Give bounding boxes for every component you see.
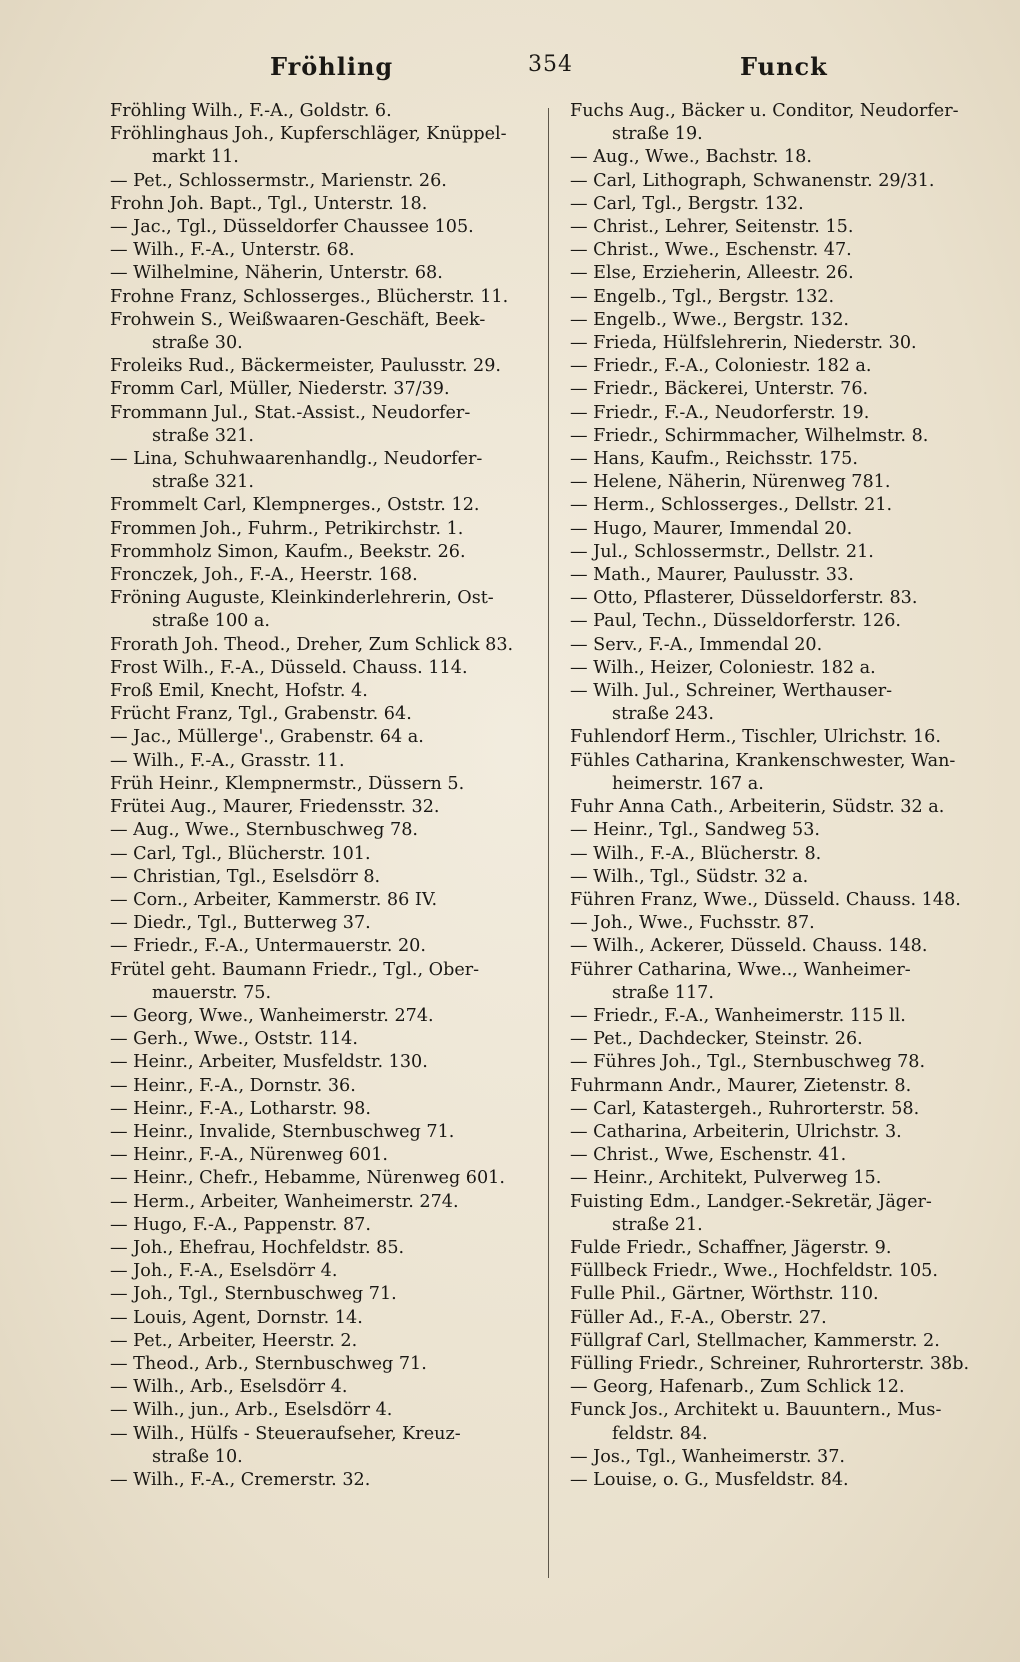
header-left-keyword: Fröhling — [270, 52, 394, 81]
directory-entry: Früh Heinr., Klempnermstr., Düssern 5. — [110, 773, 465, 794]
directory-entry: — Heinr., F.-A., Nürenweg 601. — [110, 1145, 389, 1166]
directory-entry: — Wilh. Jul., Schreiner, Werthauser- — [570, 681, 893, 702]
directory-entry: — Christ., Wwe., Eschenstr. 47. — [570, 240, 852, 261]
directory-entry: — Engelb., Tgl., Bergstr. 132. — [570, 286, 835, 307]
directory-entry: Fuisting Edm., Landger.-Sekretär, Jäger- — [570, 1191, 932, 1212]
directory-entry: — Else, Erzieherin, Alleestr. 26. — [570, 263, 854, 284]
directory-entry-continuation: heimerstr. 167 a. — [612, 773, 764, 794]
directory-entry-continuation: feldstr. 84. — [612, 1423, 708, 1444]
directory-entry-continuation: straße 10. — [152, 1446, 243, 1467]
directory-entry: Frommen Joh., Fuhrm., Petrikirchstr. 1. — [110, 518, 464, 539]
directory-entry: Fühles Catharina, Krankenschwester, Wan- — [570, 750, 956, 771]
directory-entry: Froß Emil, Knecht, Hofstr. 4. — [110, 681, 368, 702]
directory-entry: Fulde Friedr., Schaffner, Jägerstr. 9. — [570, 1237, 892, 1258]
directory-entry: — Wilh., Tgl., Südstr. 32 a. — [570, 866, 809, 887]
directory-entry: — Frieda, Hülfslehrerin, Niederstr. 30. — [570, 333, 917, 354]
directory-entry: — Heinr., F.-A., Lotharstr. 98. — [110, 1098, 371, 1119]
directory-entry-continuation: mauerstr. 75. — [152, 982, 272, 1003]
directory-entry: — Wilh., jun., Arb., Eselsdörr 4. — [110, 1400, 393, 1421]
directory-entry-continuation: straße 30. — [152, 333, 243, 354]
directory-entry: Fröhling Wilh., F.-A., Goldstr. 6. — [110, 101, 392, 121]
directory-entry: — Serv., F.-A., Immendal 20. — [570, 634, 823, 655]
directory-entry: — Heinr., Invalide, Sternbuschweg 71. — [110, 1121, 455, 1142]
directory-entry-continuation: straße 117. — [612, 982, 714, 1003]
directory-entry: Fuhr Anna Cath., Arbeiterin, Südstr. 32 a. — [570, 797, 945, 818]
directory-entry: — Hans, Kaufm., Reichsstr. 175. — [570, 449, 858, 470]
directory-entry: — Wilh., F.-A., Blücherstr. 8. — [570, 843, 822, 864]
directory-entry: — Helene, Näherin, Nürenweg 781. — [570, 472, 891, 493]
directory-entry: — Friedr., F.-A., Untermauerstr. 20. — [110, 936, 426, 957]
directory-entry: — Wilh., F.-A., Grasstr. 11. — [110, 750, 345, 771]
directory-entry-continuation: straße 321. — [152, 472, 254, 493]
directory-entry: — Pet., Dachdecker, Steinstr. 26. — [570, 1029, 863, 1050]
directory-entry: Führer Catharina, Wwe.., Wanheimer- — [570, 959, 911, 980]
directory-entry: — Carl, Tgl., Blücherstr. 101. — [110, 843, 371, 864]
directory-entry: — Jos., Tgl., Wanheimerstr. 37. — [570, 1446, 846, 1467]
page-header — [100, 52, 960, 92]
right-column — [570, 100, 985, 1492]
directory-entry: — Carl, Katastergeh., Ruhrorterstr. 58. — [570, 1098, 920, 1119]
directory-entry: — Wilh., Arb., Eselsdörr 4. — [110, 1377, 348, 1398]
directory-entry: — Herm., Arbeiter, Wanheimerstr. 274. — [110, 1191, 459, 1212]
directory-entry: Frücht Franz, Tgl., Grabenstr. 64. — [110, 704, 412, 725]
directory-entry: — Paul, Techn., Düsseldorferstr. 126. — [570, 611, 902, 632]
directory-entry: — Führes Joh., Tgl., Sternbuschweg 78. — [570, 1052, 926, 1073]
directory-entry: — Christian, Tgl., Eselsdörr 8. — [110, 866, 381, 887]
directory-entry: — Pet., Schlossermstr., Marienstr. 26. — [110, 170, 447, 191]
directory-entry: Froleiks Rud., Bäckermeister, Paulusstr. 29. — [110, 356, 502, 377]
directory-entry: Frommelt Carl, Klempnerges., Oststr. 12. — [110, 495, 480, 516]
directory-entry-continuation: straße 19. — [612, 124, 703, 145]
directory-entry: — Heinr., Arbeiter, Musfeldstr. 130. — [110, 1052, 428, 1073]
directory-entry: — Wilhelmine, Näherin, Unterstr. 68. — [110, 263, 443, 284]
directory-entry-continuation: markt 11. — [152, 147, 239, 168]
directory-entry: Fuhrmann Andr., Maurer, Zietenstr. 8. — [570, 1075, 912, 1096]
header-right-keyword: Funck — [740, 52, 828, 81]
directory-entry: Frohn Joh. Bapt., Tgl., Unterstr. 18. — [110, 193, 428, 214]
directory-entry: — Theod., Arb., Sternbuschweg 71. — [110, 1353, 427, 1374]
directory-entry: — Louis, Agent, Dornstr. 14. — [110, 1307, 363, 1328]
directory-entry: — Jac., Müllerge'., Grabenstr. 64 a. — [110, 727, 424, 748]
directory-entry: — Georg, Hafenarb., Zum Schlick 12. — [570, 1377, 905, 1398]
directory-entry-continuation: straße 321. — [152, 425, 254, 446]
directory-entry: Fromm Carl, Müller, Niederstr. 37/39. — [110, 379, 450, 400]
directory-entry: — Aug., Wwe., Bachstr. 18. — [570, 147, 812, 168]
page-number: 354 — [528, 52, 573, 77]
directory-entry: Fuchs Aug., Bäcker u. Conditor, Neudorfer- — [570, 101, 959, 121]
left-column — [110, 100, 540, 1492]
directory-entry: — Friedr., F.-A., Wanheimerstr. 115 ll. — [570, 1005, 906, 1026]
directory-entry-continuation: straße 100 a. — [152, 611, 271, 632]
directory-entry: Füller Ad., F.-A., Oberstr. 27. — [570, 1307, 827, 1328]
directory-entry: — Heinr., Architekt, Pulverweg 15. — [570, 1168, 882, 1189]
directory-entry: — Wilh., F.-A., Unterstr. 68. — [110, 240, 355, 261]
directory-entry: Fronczek, Joh., F.-A., Heerstr. 168. — [110, 565, 418, 586]
directory-entry: — Heinr., F.-A., Dornstr. 36. — [110, 1075, 356, 1096]
directory-entry: — Hugo, F.-A., Pappenstr. 87. — [110, 1214, 371, 1235]
directory-entry: Fröning Auguste, Kleinkinderlehrerin, Ost- — [110, 588, 494, 609]
directory-entry: — Joh., Wwe., Fuchsstr. 87. — [570, 913, 815, 934]
directory-entry: — Lina, Schuhwaarenhandlg., Neudorfer- — [110, 449, 483, 470]
directory-entry: — Heinr., Tgl., Sandweg 53. — [570, 820, 820, 841]
directory-entry: — Engelb., Wwe., Bergstr. 132. — [570, 309, 849, 330]
directory-entry: — Math., Maurer, Paulusstr. 33. — [570, 565, 854, 586]
directory-entry: Frohwein S., Weißwaaren-Geschäft, Beek- — [110, 309, 486, 330]
directory-entry: — Joh., Tgl., Sternbuschweg 71. — [110, 1284, 397, 1305]
directory-entry: — Diedr., Tgl., Butterweg 37. — [110, 913, 371, 934]
directory-entry: Füllbeck Friedr., Wwe., Hochfeldstr. 105. — [570, 1261, 938, 1282]
directory-entry: Frost Wilh., F.-A., Düsseld. Chauss. 114. — [110, 657, 468, 678]
directory-entry: Fröhlinghaus Joh., Kupferschläger, Knüppel- — [110, 124, 507, 145]
directory-entry: — Wilh., Heizer, Coloniestr. 182 a. — [570, 657, 876, 678]
directory-entry: Fülling Friedr., Schreiner, Ruhrorterstr. 38b. — [570, 1353, 970, 1374]
directory-entry: — Otto, Pflasterer, Düsseldorferstr. 83. — [570, 588, 918, 609]
directory-entry: — Aug., Wwe., Sternbuschweg 78. — [110, 820, 418, 841]
directory-entry: — Friedr., F.-A., Coloniestr. 182 a. — [570, 356, 872, 377]
directory-entry: — Heinr., Chefr., Hebamme, Nürenweg 601. — [110, 1168, 505, 1189]
directory-entry: Führen Franz, Wwe., Düsseld. Chauss. 148. — [570, 889, 961, 910]
directory-entry-continuation: straße 21. — [612, 1214, 703, 1235]
directory-entry: Frommholz Simon, Kaufm., Beekstr. 26. — [110, 541, 466, 562]
directory-entry: — Wilh., F.-A., Cremerstr. 32. — [110, 1469, 371, 1490]
directory-entry: Frorath Joh. Theod., Dreher, Zum Schlick 83. — [110, 634, 514, 655]
directory-entry-continuation: straße 243. — [612, 704, 714, 725]
directory-entry: Funck Jos., Architekt u. Bauuntern., Mus- — [570, 1400, 942, 1421]
directory-entry: — Jac., Tgl., Düsseldorfer Chaussee 105. — [110, 217, 474, 238]
directory-entry: — Wilh., Ackerer, Düsseld. Chauss. 148. — [570, 936, 928, 957]
directory-entry: — Carl, Lithograph, Schwanenstr. 29/31. — [570, 170, 935, 191]
directory-entry: Frommann Jul., Stat.-Assist., Neudorfer- — [110, 402, 471, 423]
directory-entry: — Pet., Arbeiter, Heerstr. 2. — [110, 1330, 358, 1351]
directory-entry: — Louise, o. G., Musfeldstr. 84. — [570, 1469, 849, 1490]
directory-entry: Fuhlendorf Herm., Tischler, Ulrichstr. 16. — [570, 727, 941, 748]
directory-entry: — Hugo, Maurer, Immendal 20. — [570, 518, 853, 539]
directory-entry: Fulle Phil., Gärtner, Wörthstr. 110. — [570, 1284, 879, 1305]
directory-entry: — Friedr., Bäckerei, Unterstr. 76. — [570, 379, 869, 400]
directory-entry: — Christ., Wwe, Eschenstr. 41. — [570, 1145, 847, 1166]
directory-entry: — Herm., Schlosserges., Dellstr. 21. — [570, 495, 893, 516]
directory-entry: — Gerh., Wwe., Oststr. 114. — [110, 1029, 358, 1050]
directory-entry: Frütei Aug., Maurer, Friedensstr. 32. — [110, 797, 440, 818]
column-divider — [548, 108, 549, 1578]
directory-entry: — Friedr., F.-A., Neudorferstr. 19. — [570, 402, 870, 423]
directory-entry: Frohne Franz, Schlosserges., Blücherstr. 11. — [110, 286, 509, 307]
directory-entry: — Catharina, Arbeiterin, Ulrichstr. 3. — [570, 1121, 902, 1142]
directory-entry: — Christ., Lehrer, Seitenstr. 15. — [570, 217, 854, 238]
directory-entry: — Joh., Ehefrau, Hochfeldstr. 85. — [110, 1237, 405, 1258]
directory-entry: — Jul., Schlossermstr., Dellstr. 21. — [570, 541, 874, 562]
directory-entry: — Carl, Tgl., Bergstr. 132. — [570, 193, 804, 214]
directory-entry: — Georg, Wwe., Wanheimerstr. 274. — [110, 1005, 434, 1026]
directory-entry: — Joh., F.-A., Eselsdörr 4. — [110, 1261, 338, 1282]
directory-entry: Füllgraf Carl, Stellmacher, Kammerstr. 2. — [570, 1330, 940, 1351]
directory-entry: Frütel geht. Baumann Friedr., Tgl., Ober- — [110, 959, 480, 980]
directory-entry: — Wilh., Hülfs - Steueraufseher, Kreuz- — [110, 1423, 461, 1444]
directory-entry: — Friedr., Schirmmacher, Wilhelmstr. 8. — [570, 425, 929, 446]
directory-entry: — Corn., Arbeiter, Kammerstr. 86 IV. — [110, 889, 438, 910]
